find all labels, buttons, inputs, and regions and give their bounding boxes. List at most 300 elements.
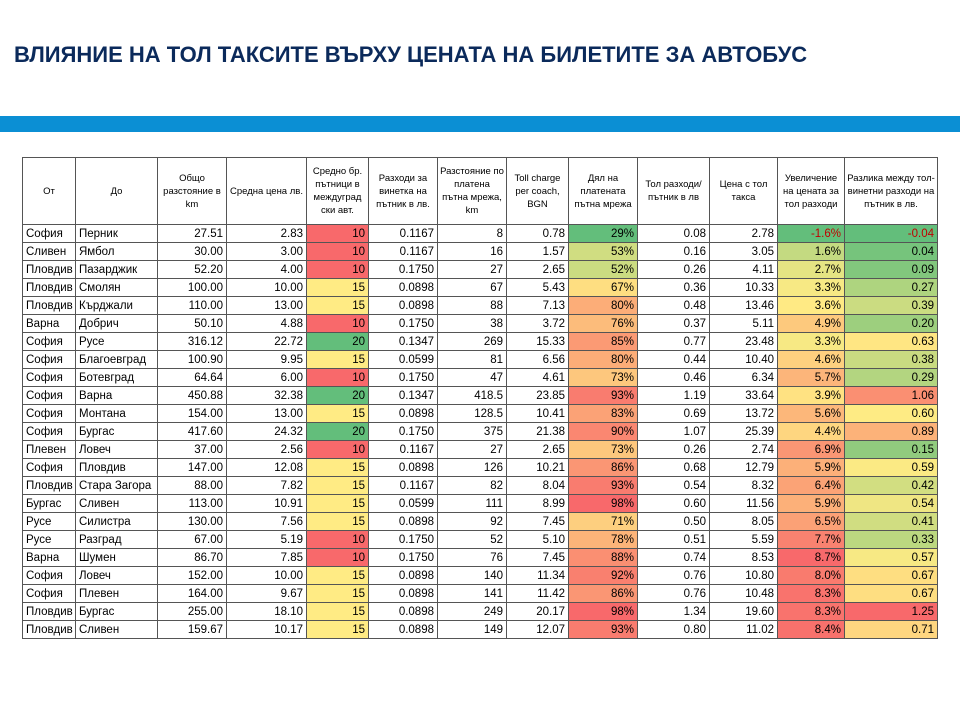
table-row: [23, 477, 938, 495]
from-cell: Русе: [23, 513, 76, 531]
average-price-cell: 10.00: [227, 567, 307, 585]
total-distance-cell: 113.00: [158, 495, 227, 513]
toll-charge-cell: 5.43: [507, 279, 569, 297]
table-row: [23, 225, 938, 243]
toll-share-cell: 90%: [569, 423, 638, 441]
price-increase-cell: 8.3%: [778, 585, 845, 603]
average-price-cell: 13.00: [227, 297, 307, 315]
price-increase-cell: 8.0%: [778, 567, 845, 585]
from-cell: София: [23, 585, 76, 603]
vignette-cost-cell: 0.0898: [369, 621, 438, 639]
table-row: [23, 603, 938, 621]
toll-per-passenger-cell: 0.54: [638, 477, 710, 495]
average-price-cell: 10.00: [227, 279, 307, 297]
to-cell: Ловеч: [76, 567, 158, 585]
passengers-cell: 20: [307, 333, 369, 351]
toll-distance-cell: 249: [438, 603, 507, 621]
price-with-toll-cell: 19.60: [710, 603, 778, 621]
from-cell: Русе: [23, 531, 76, 549]
price-with-toll-cell: 8.53: [710, 549, 778, 567]
passengers-cell: 10: [307, 549, 369, 567]
to-cell: Бургас: [76, 423, 158, 441]
vignette-cost-cell: 0.0898: [369, 585, 438, 603]
toll-per-passenger-cell: 0.26: [638, 441, 710, 459]
to-cell: Ямбол: [76, 243, 158, 261]
price-increase-cell: 3.9%: [778, 387, 845, 405]
table-row: [23, 567, 938, 585]
vignette-cost-cell: 0.1167: [369, 225, 438, 243]
toll-distance-cell: 269: [438, 333, 507, 351]
toll-share-cell: 80%: [569, 351, 638, 369]
header-average-price: Средна цена лв.: [227, 158, 307, 225]
average-price-cell: 9.67: [227, 585, 307, 603]
total-distance-cell: 110.00: [158, 297, 227, 315]
to-cell: Сливен: [76, 495, 158, 513]
table-row: [23, 315, 938, 333]
cost-difference-cell: 0.67: [845, 585, 938, 603]
vignette-cost-cell: 0.0898: [369, 297, 438, 315]
passengers-cell: 10: [307, 369, 369, 387]
toll-distance-cell: 52: [438, 531, 507, 549]
toll-share-cell: 78%: [569, 531, 638, 549]
toll-per-passenger-cell: 0.44: [638, 351, 710, 369]
to-cell: Разград: [76, 531, 158, 549]
average-price-cell: 2.83: [227, 225, 307, 243]
total-distance-cell: 154.00: [158, 405, 227, 423]
table-row: [23, 441, 938, 459]
toll-per-passenger-cell: 0.76: [638, 567, 710, 585]
vignette-cost-cell: 0.1347: [369, 387, 438, 405]
to-cell: Пазарджик: [76, 261, 158, 279]
header-to: До: [76, 158, 158, 225]
total-distance-cell: 27.51: [158, 225, 227, 243]
price-with-toll-cell: 25.39: [710, 423, 778, 441]
price-with-toll-cell: 11.56: [710, 495, 778, 513]
from-cell: Варна: [23, 315, 76, 333]
price-increase-cell: 6.5%: [778, 513, 845, 531]
table-row: [23, 621, 938, 639]
price-with-toll-cell: 4.11: [710, 261, 778, 279]
table-row: [23, 387, 938, 405]
price-increase-cell: 5.9%: [778, 459, 845, 477]
header-toll-per-passenger: Тол разходи/пътник в лв: [638, 158, 710, 225]
from-cell: София: [23, 387, 76, 405]
total-distance-cell: 100.90: [158, 351, 227, 369]
price-with-toll-cell: 6.34: [710, 369, 778, 387]
total-distance-cell: 130.00: [158, 513, 227, 531]
toll-share-cell: 76%: [569, 315, 638, 333]
header-average-passengers: Средно бр. пътници в междуград ски авт.: [307, 158, 369, 225]
passengers-cell: 15: [307, 603, 369, 621]
passengers-cell: 20: [307, 423, 369, 441]
average-price-cell: 7.85: [227, 549, 307, 567]
toll-share-cell: 88%: [569, 549, 638, 567]
toll-distance-cell: 82: [438, 477, 507, 495]
to-cell: Бургас: [76, 603, 158, 621]
average-price-cell: 5.19: [227, 531, 307, 549]
vignette-cost-cell: 0.1750: [369, 315, 438, 333]
cost-difference-cell: 0.57: [845, 549, 938, 567]
toll-distance-cell: 38: [438, 315, 507, 333]
toll-charge-cell: 6.56: [507, 351, 569, 369]
from-cell: София: [23, 567, 76, 585]
to-cell: Смолян: [76, 279, 158, 297]
toll-charge-cell: 5.10: [507, 531, 569, 549]
passengers-cell: 15: [307, 459, 369, 477]
cost-difference-cell: 0.33: [845, 531, 938, 549]
from-cell: Пловдив: [23, 261, 76, 279]
average-price-cell: 2.56: [227, 441, 307, 459]
toll-charge-cell: 10.41: [507, 405, 569, 423]
toll-per-passenger-cell: 1.34: [638, 603, 710, 621]
to-cell: Монтана: [76, 405, 158, 423]
to-cell: Ловеч: [76, 441, 158, 459]
cost-difference-cell: 0.39: [845, 297, 938, 315]
passengers-cell: 10: [307, 441, 369, 459]
toll-share-cell: 73%: [569, 369, 638, 387]
table-row: [23, 513, 938, 531]
total-distance-cell: 50.10: [158, 315, 227, 333]
accent-band: [0, 116, 960, 132]
toll-distance-cell: 126: [438, 459, 507, 477]
toll-distance-cell: 111: [438, 495, 507, 513]
total-distance-cell: 164.00: [158, 585, 227, 603]
cost-difference-cell: 0.38: [845, 351, 938, 369]
to-cell: Сливен: [76, 621, 158, 639]
toll-charge-cell: 11.34: [507, 567, 569, 585]
vignette-cost-cell: 0.1750: [369, 261, 438, 279]
total-distance-cell: 37.00: [158, 441, 227, 459]
passengers-cell: 10: [307, 261, 369, 279]
total-distance-cell: 86.70: [158, 549, 227, 567]
cost-difference-cell: 0.67: [845, 567, 938, 585]
header-toll-distance: Разстояние по платена пътна мрежа, km: [438, 158, 507, 225]
toll-distance-cell: 88: [438, 297, 507, 315]
price-increase-cell: 4.9%: [778, 315, 845, 333]
toll-distance-cell: 140: [438, 567, 507, 585]
vignette-cost-cell: 0.0898: [369, 405, 438, 423]
to-cell: Пловдив: [76, 459, 158, 477]
toll-charge-cell: 0.78: [507, 225, 569, 243]
toll-distance-cell: 141: [438, 585, 507, 603]
to-cell: Благоевград: [76, 351, 158, 369]
total-distance-cell: 159.67: [158, 621, 227, 639]
price-with-toll-cell: 12.79: [710, 459, 778, 477]
table-row: [23, 297, 938, 315]
header-cost-difference: Разлика между тол-винетни разходи на пътник в лв.: [845, 158, 938, 225]
price-with-toll-cell: 2.74: [710, 441, 778, 459]
toll-distance-cell: 27: [438, 261, 507, 279]
toll-per-passenger-cell: 1.07: [638, 423, 710, 441]
cost-difference-cell: 1.25: [845, 603, 938, 621]
vignette-cost-cell: 0.0898: [369, 513, 438, 531]
to-cell: Варна: [76, 387, 158, 405]
toll-share-cell: 52%: [569, 261, 638, 279]
toll-distance-cell: 76: [438, 549, 507, 567]
table-row: [23, 531, 938, 549]
toll-per-passenger-cell: 0.36: [638, 279, 710, 297]
cost-difference-cell: 0.41: [845, 513, 938, 531]
toll-distance-cell: 47: [438, 369, 507, 387]
passengers-cell: 10: [307, 225, 369, 243]
toll-charge-cell: 23.85: [507, 387, 569, 405]
table-row: [23, 351, 938, 369]
to-cell: Стара Загора: [76, 477, 158, 495]
to-cell: Шумен: [76, 549, 158, 567]
header-price-increase: Увеличение на цената за тол разходи: [778, 158, 845, 225]
toll-share-cell: 98%: [569, 495, 638, 513]
toll-distance-cell: 418.5: [438, 387, 507, 405]
toll-per-passenger-cell: 0.51: [638, 531, 710, 549]
toll-distance-cell: 92: [438, 513, 507, 531]
toll-distance-cell: 128.5: [438, 405, 507, 423]
from-cell: София: [23, 405, 76, 423]
total-distance-cell: 450.88: [158, 387, 227, 405]
vignette-cost-cell: 0.1167: [369, 477, 438, 495]
from-cell: Пловдив: [23, 603, 76, 621]
price-with-toll-cell: 3.05: [710, 243, 778, 261]
cost-difference-cell: 0.09: [845, 261, 938, 279]
toll-per-passenger-cell: 0.77: [638, 333, 710, 351]
table-row: [23, 369, 938, 387]
cost-difference-cell: 0.59: [845, 459, 938, 477]
total-distance-cell: 64.64: [158, 369, 227, 387]
toll-distance-cell: 16: [438, 243, 507, 261]
average-price-cell: 7.82: [227, 477, 307, 495]
toll-per-passenger-cell: 0.37: [638, 315, 710, 333]
toll-share-cell: 83%: [569, 405, 638, 423]
average-price-cell: 3.00: [227, 243, 307, 261]
from-cell: София: [23, 369, 76, 387]
average-price-cell: 18.10: [227, 603, 307, 621]
toll-share-cell: 92%: [569, 567, 638, 585]
total-distance-cell: 417.60: [158, 423, 227, 441]
table-row: [23, 459, 938, 477]
from-cell: Сливен: [23, 243, 76, 261]
vignette-cost-cell: 0.0599: [369, 351, 438, 369]
toll-share-cell: 53%: [569, 243, 638, 261]
toll-distance-cell: 149: [438, 621, 507, 639]
passengers-cell: 15: [307, 477, 369, 495]
header-total-distance: Общо разстояние в km: [158, 158, 227, 225]
average-price-cell: 32.38: [227, 387, 307, 405]
header-from: От: [23, 158, 76, 225]
vignette-cost-cell: 0.1750: [369, 423, 438, 441]
toll-share-cell: 67%: [569, 279, 638, 297]
from-cell: София: [23, 225, 76, 243]
toll-share-cell: 86%: [569, 459, 638, 477]
toll-charge-cell: 10.21: [507, 459, 569, 477]
toll-share-cell: 71%: [569, 513, 638, 531]
from-cell: Пловдив: [23, 297, 76, 315]
to-cell: Плевен: [76, 585, 158, 603]
toll-share-cell: 29%: [569, 225, 638, 243]
average-price-cell: 6.00: [227, 369, 307, 387]
toll-charge-cell: 7.45: [507, 513, 569, 531]
toll-charge-cell: 7.45: [507, 549, 569, 567]
toll-per-passenger-cell: 0.60: [638, 495, 710, 513]
toll-per-passenger-cell: 0.16: [638, 243, 710, 261]
toll-per-passenger-cell: 0.26: [638, 261, 710, 279]
toll-distance-cell: 8: [438, 225, 507, 243]
price-increase-cell: 5.9%: [778, 495, 845, 513]
average-price-cell: 24.32: [227, 423, 307, 441]
price-increase-cell: 8.4%: [778, 621, 845, 639]
average-price-cell: 4.00: [227, 261, 307, 279]
price-with-toll-cell: 10.48: [710, 585, 778, 603]
average-price-cell: 13.00: [227, 405, 307, 423]
total-distance-cell: 152.00: [158, 567, 227, 585]
vignette-cost-cell: 0.0898: [369, 603, 438, 621]
cost-difference-cell: 0.27: [845, 279, 938, 297]
from-cell: Плевен: [23, 441, 76, 459]
from-cell: Варна: [23, 549, 76, 567]
table-row: [23, 585, 938, 603]
price-increase-cell: 7.7%: [778, 531, 845, 549]
to-cell: Кърджали: [76, 297, 158, 315]
price-increase-cell: 6.4%: [778, 477, 845, 495]
passengers-cell: 20: [307, 387, 369, 405]
vignette-cost-cell: 0.1347: [369, 333, 438, 351]
from-cell: София: [23, 333, 76, 351]
total-distance-cell: 30.00: [158, 243, 227, 261]
toll-per-passenger-cell: 0.50: [638, 513, 710, 531]
to-cell: Силистра: [76, 513, 158, 531]
cost-difference-cell: 0.20: [845, 315, 938, 333]
from-cell: Пловдив: [23, 477, 76, 495]
price-with-toll-cell: 10.40: [710, 351, 778, 369]
cost-difference-cell: 0.63: [845, 333, 938, 351]
toll-share-cell: 93%: [569, 621, 638, 639]
toll-per-passenger-cell: 0.76: [638, 585, 710, 603]
to-cell: Перник: [76, 225, 158, 243]
total-distance-cell: 88.00: [158, 477, 227, 495]
price-with-toll-cell: 8.32: [710, 477, 778, 495]
average-price-cell: 12.08: [227, 459, 307, 477]
vignette-cost-cell: 0.1167: [369, 243, 438, 261]
total-distance-cell: 255.00: [158, 603, 227, 621]
table-row: [23, 279, 938, 297]
price-with-toll-cell: 2.78: [710, 225, 778, 243]
table-body: [23, 225, 938, 639]
toll-per-passenger-cell: 0.69: [638, 405, 710, 423]
table-row: [23, 333, 938, 351]
toll-charge-cell: 12.07: [507, 621, 569, 639]
price-with-toll-cell: 23.48: [710, 333, 778, 351]
cost-difference-cell: 0.71: [845, 621, 938, 639]
header-toll-share: Дял на платената пътна мрежа: [569, 158, 638, 225]
price-with-toll-cell: 5.11: [710, 315, 778, 333]
toll-share-cell: 93%: [569, 477, 638, 495]
price-with-toll-cell: 13.72: [710, 405, 778, 423]
toll-per-passenger-cell: 0.68: [638, 459, 710, 477]
vignette-cost-cell: 0.1750: [369, 531, 438, 549]
price-increase-cell: 2.7%: [778, 261, 845, 279]
toll-charge-cell: 7.13: [507, 297, 569, 315]
table-row: [23, 405, 938, 423]
toll-charge-cell: 11.42: [507, 585, 569, 603]
cost-difference-cell: 0.04: [845, 243, 938, 261]
price-with-toll-cell: 10.33: [710, 279, 778, 297]
vignette-cost-cell: 0.1750: [369, 369, 438, 387]
price-with-toll-cell: 11.02: [710, 621, 778, 639]
toll-charge-cell: 8.99: [507, 495, 569, 513]
toll-share-cell: 85%: [569, 333, 638, 351]
toll-per-passenger-cell: 0.48: [638, 297, 710, 315]
from-cell: Пловдив: [23, 621, 76, 639]
toll-charge-cell: 8.04: [507, 477, 569, 495]
price-with-toll-cell: 33.64: [710, 387, 778, 405]
price-increase-cell: 5.6%: [778, 405, 845, 423]
toll-per-passenger-cell: 0.74: [638, 549, 710, 567]
header-vignette-cost: Разходи за винетка на пътник в лв.: [369, 158, 438, 225]
total-distance-cell: 52.20: [158, 261, 227, 279]
price-increase-cell: 8.3%: [778, 603, 845, 621]
cost-difference-cell: 0.54: [845, 495, 938, 513]
from-cell: Пловдив: [23, 279, 76, 297]
toll-share-cell: 73%: [569, 441, 638, 459]
toll-charge-cell: 15.33: [507, 333, 569, 351]
toll-distance-cell: 375: [438, 423, 507, 441]
passengers-cell: 15: [307, 621, 369, 639]
toll-per-passenger-cell: 0.08: [638, 225, 710, 243]
from-cell: София: [23, 459, 76, 477]
vignette-cost-cell: 0.0599: [369, 495, 438, 513]
price-increase-cell: 6.9%: [778, 441, 845, 459]
passengers-cell: 10: [307, 243, 369, 261]
toll-per-passenger-cell: 0.46: [638, 369, 710, 387]
toll-charge-cell: 20.17: [507, 603, 569, 621]
average-price-cell: 22.72: [227, 333, 307, 351]
average-price-cell: 10.91: [227, 495, 307, 513]
table-row: [23, 261, 938, 279]
passengers-cell: 15: [307, 495, 369, 513]
toll-distance-cell: 81: [438, 351, 507, 369]
header-toll-charge: Toll charge per coach, BGN: [507, 158, 569, 225]
passengers-cell: 15: [307, 297, 369, 315]
average-price-cell: 9.95: [227, 351, 307, 369]
price-increase-cell: 5.7%: [778, 369, 845, 387]
toll-charge-cell: 3.72: [507, 315, 569, 333]
price-increase-cell: 4.4%: [778, 423, 845, 441]
toll-charge-cell: 2.65: [507, 261, 569, 279]
price-with-toll-cell: 10.80: [710, 567, 778, 585]
header-row: [23, 158, 938, 225]
toll-per-passenger-cell: 1.19: [638, 387, 710, 405]
average-price-cell: 10.17: [227, 621, 307, 639]
total-distance-cell: 100.00: [158, 279, 227, 297]
price-with-toll-cell: 5.59: [710, 531, 778, 549]
header-price-with-toll: Цена с тол такса: [710, 158, 778, 225]
from-cell: София: [23, 423, 76, 441]
toll-share-cell: 98%: [569, 603, 638, 621]
vignette-cost-cell: 0.1750: [369, 549, 438, 567]
passengers-cell: 15: [307, 405, 369, 423]
total-distance-cell: 316.12: [158, 333, 227, 351]
cost-difference-cell: 0.29: [845, 369, 938, 387]
cost-difference-cell: 0.60: [845, 405, 938, 423]
price-increase-cell: 3.3%: [778, 279, 845, 297]
cost-difference-cell: 1.06: [845, 387, 938, 405]
vignette-cost-cell: 0.0898: [369, 279, 438, 297]
from-cell: Бургас: [23, 495, 76, 513]
toll-impact-table: [22, 157, 938, 639]
from-cell: София: [23, 351, 76, 369]
vignette-cost-cell: 0.0898: [369, 567, 438, 585]
toll-distance-cell: 27: [438, 441, 507, 459]
price-increase-cell: 3.3%: [778, 333, 845, 351]
toll-share-cell: 80%: [569, 297, 638, 315]
